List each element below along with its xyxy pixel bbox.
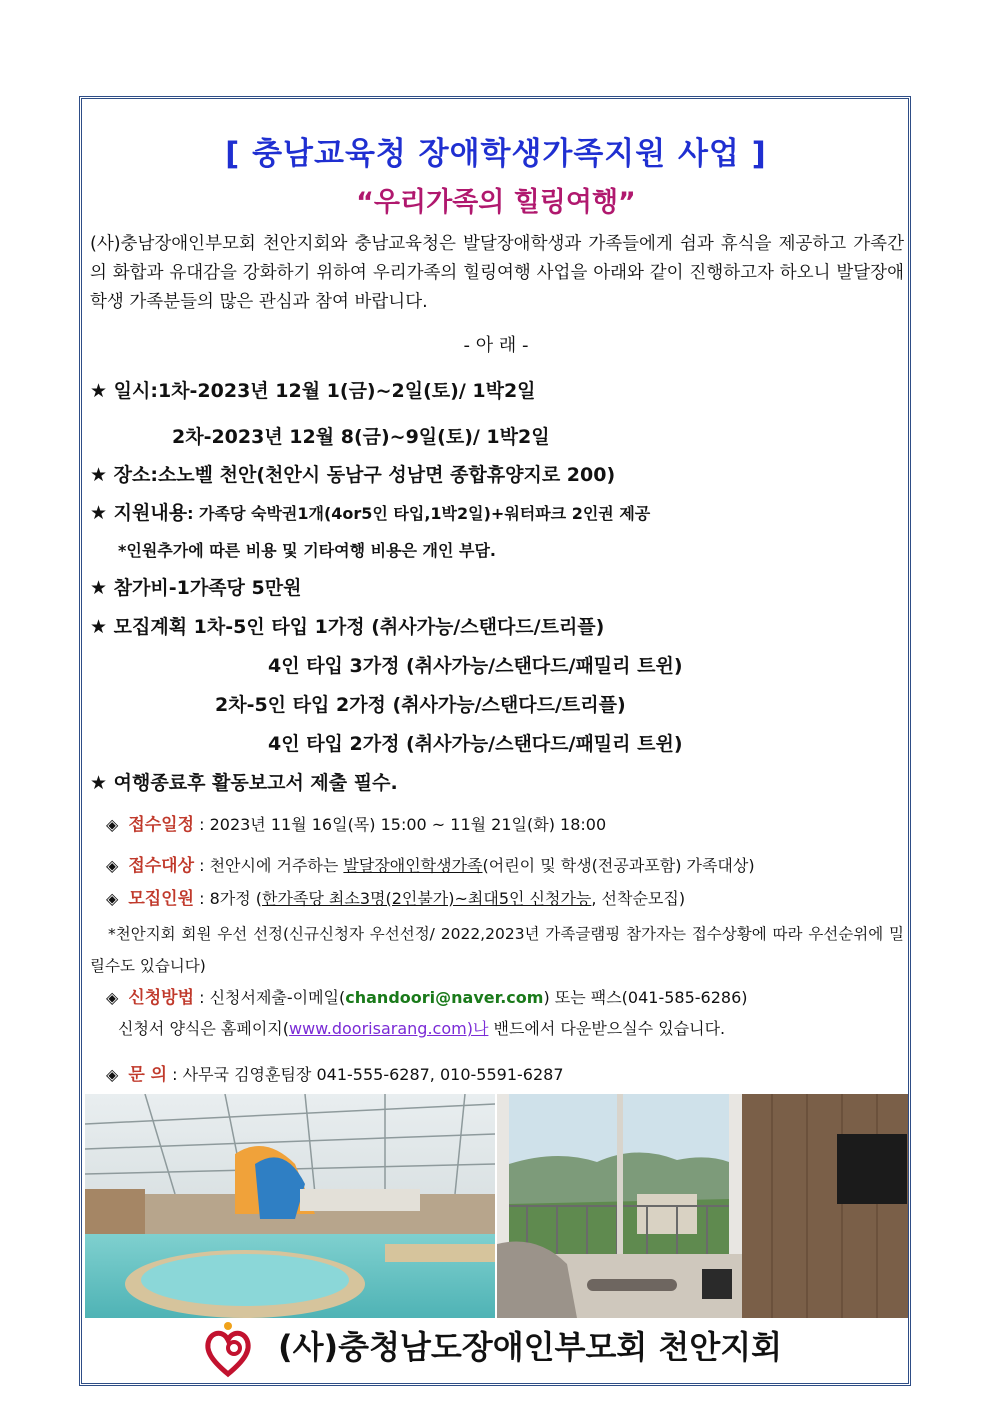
apply-email-link[interactable]: chandoori@naver.com — [345, 988, 544, 1007]
contact-text: : 사무국 김영훈팀장 041-555-6287, 010-5591-6287 — [172, 1065, 564, 1084]
schedule-first: ★ 일시:1차-2023년 12월 1(금)~2일(토)/ 1박2일 — [90, 380, 536, 402]
target-label: 접수대상 — [128, 856, 195, 876]
hotel-room-photo — [497, 1094, 908, 1318]
apply-label: 신청방법 — [128, 988, 195, 1008]
organization-logo-icon — [203, 1322, 253, 1378]
form-text: 신청서 양식은 홈페이지( — [118, 1019, 289, 1038]
page-title: [ 충남교육청 장애학생가족지원 사업 ] — [225, 136, 767, 172]
section-divider-label: - 아 래 - — [463, 335, 529, 356]
support-line — [90, 498, 650, 525]
form-row — [118, 1016, 725, 1039]
recruit-text: : 8가정 ( — [199, 889, 263, 908]
homepage-link[interactable]: www.doorisarang.com)나 — [288, 1019, 489, 1038]
diamond-bullet-icon: ◈ — [106, 1065, 119, 1084]
plan-line-3: 2차-5인 타입 2가정 (취사가능/스탠다드/트리플) — [215, 694, 626, 716]
target-note: (어린이 및 학생(전공과포함) 가족대상) — [482, 856, 755, 875]
recruit-label: 모집인원 — [128, 889, 195, 909]
intro-paragraph: (사)충남장애인부모회 천안지회와 충남교육청은 발달장애학생과 가족들에게 쉼과 휴식을 제공하고 가족간의 화합과 유대감을 강화하기 위하여 우리가족의 힐링여행 사업을 아래와 같이 진행하고자 하오니 발달장애학생 가족분들의 많은 관심과 참여 바랍니다. — [90, 234, 904, 312]
support-note: *인원추가에 따른 비용 및 기타여행 비용은 개인 부담. — [118, 541, 497, 560]
waterpark-photo — [85, 1094, 495, 1318]
recruit-emphasis: 한가족당 최소3명(2인불가)~최대5인 신청가능 — [262, 889, 592, 908]
support-label: ★ 지원내용 — [90, 502, 188, 524]
recruit-row — [106, 884, 685, 909]
schedule-second: 2차-2023년 12월 8(금)~9일(토)/ 1박2일 — [172, 426, 550, 448]
diamond-bullet-icon: ◈ — [106, 889, 119, 908]
page-subtitle: “우리가족의 힐링여행” — [356, 187, 636, 218]
plan-line-1: ★ 모집계획 1차-5인 타입 1가정 (취사가능/스탠다드/트리플) — [90, 616, 605, 638]
contact-label: 문 의 — [128, 1065, 168, 1085]
plan-line-4: 4인 타입 2가정 (취사가능/스탠다드/패밀리 트윈) — [268, 733, 683, 755]
form-note: 밴드에서 다운받으실수 있습니다. — [488, 1019, 726, 1038]
contact-row — [106, 1060, 564, 1085]
reception-label: 접수일정 — [128, 815, 195, 835]
diamond-bullet-icon: ◈ — [106, 815, 119, 834]
diamond-bullet-icon: ◈ — [106, 856, 119, 875]
target-row — [106, 851, 755, 876]
report-line: ★ 여행종료후 활동보고서 제출 필수. — [90, 772, 398, 794]
target-text: : 천안시에 거주하는 — [199, 856, 344, 875]
diamond-bullet-icon: ◈ — [106, 988, 119, 1007]
support-text: : 가족당 숙박권1개(4or5인 타입,1박2일)+워터파크 2인권 제공 — [187, 504, 651, 523]
reception-row — [106, 810, 606, 835]
fee-line: ★ 참가비-1가족당 5만원 — [90, 577, 302, 599]
apply-row — [106, 983, 748, 1008]
apply-text: : 신청서제출-이메일( — [199, 988, 346, 1007]
plan-line-2: 4인 타입 3가정 (취사가능/스탠다드/패밀리 트윈) — [268, 655, 683, 677]
organization-name: (사)충청남도장애인부모회 천안지회 — [278, 1328, 783, 1366]
location-line: ★ 장소:소노벨 천안(천안시 동남구 성남면 종합휴양지로 200) — [90, 464, 616, 486]
target-emphasis: 발달장애인학생가족 — [343, 856, 483, 875]
apply-fax: ) 또는 팩스(041-585-6286) — [543, 988, 748, 1007]
priority-note: *천안지회 회원 우선 선정(신규신청자 우선선정/ 2022,2023년 가족글램핑 참가자는 접수상황에 따라 우선순위에 밀릴수도 있습니다) — [90, 925, 904, 975]
reception-text: : 2023년 11월 16일(목) 15:00 ~ 11월 21일(화) 18:00 — [199, 815, 607, 834]
recruit-note: , 선착순모집) — [591, 889, 686, 908]
